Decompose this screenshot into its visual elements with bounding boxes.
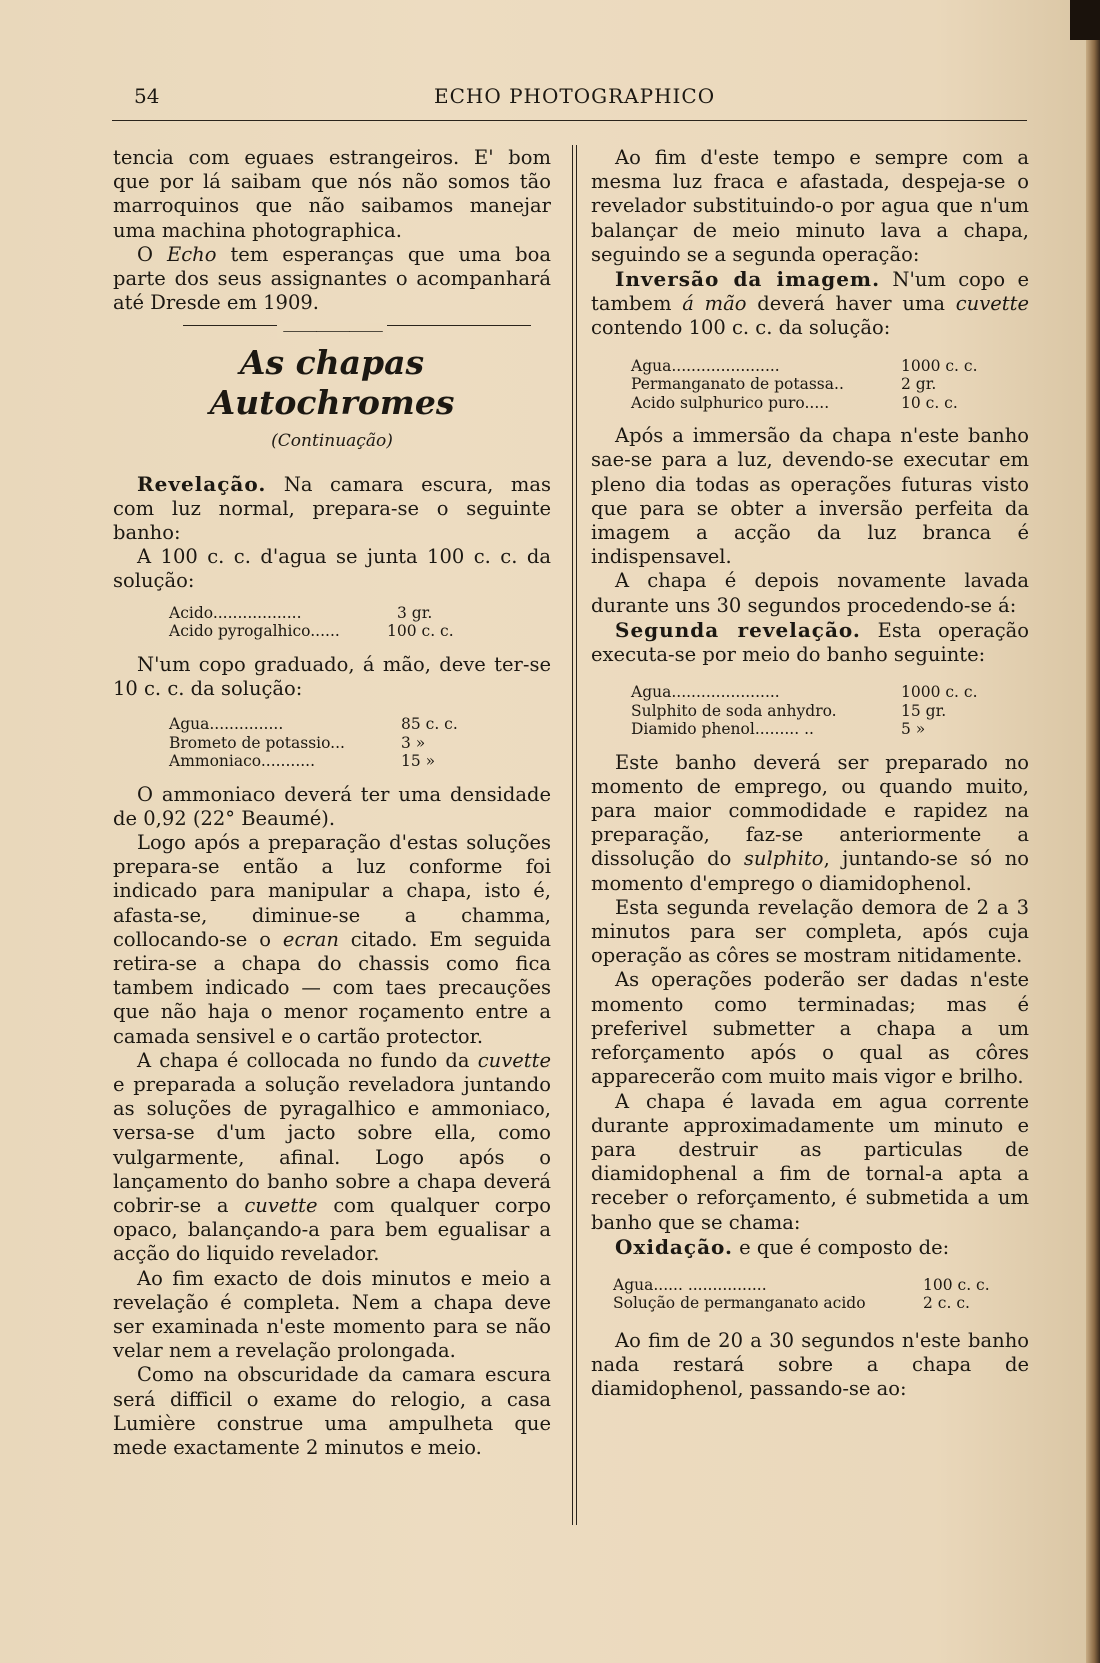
- formula-row: [631, 702, 1001, 721]
- quantity: 100 c. c.: [387, 622, 454, 641]
- article-subtitle: (Continuação): [271, 431, 393, 452]
- quantity: 2 gr.: [901, 375, 937, 394]
- italic-text: á mão: [682, 292, 747, 316]
- leader-dots: ......................: [671, 683, 780, 702]
- quantity: 1000 c. c.: [901, 356, 978, 375]
- leader-dots: ......: [310, 622, 340, 641]
- quantity: 3 gr.: [397, 603, 433, 622]
- ingredient: Acido: [169, 603, 213, 622]
- text: tem esperanças que uma boa parte dos seus assignantes o acompanhará até Dresde em 1909.: [113, 242, 551, 315]
- paragraph: [591, 751, 1029, 896]
- ingredient: Acido sulphurico puro: [631, 393, 805, 412]
- leader-dots: ..: [834, 375, 844, 394]
- text: deverá haver uma: [746, 292, 956, 316]
- ornament-divider: [113, 317, 551, 340]
- section-heading: Segunda revelação.: [615, 617, 861, 642]
- text: , juntando-se só no momento d'emprego o diamidophenol.: [591, 847, 1029, 895]
- formula-row: [631, 394, 1001, 413]
- paragraph: [113, 243, 551, 316]
- text: O: [137, 242, 167, 266]
- text: N'um copo e tambem: [591, 268, 1029, 316]
- section-heading: Oxidação.: [615, 1234, 733, 1259]
- paragraph: tencia com eguaes estrangeiros. E' bom que por lá saibam que nós não somos tão marroquinos que não saibamos manejar uma machina photographica.: [113, 146, 551, 242]
- paragraph: [113, 1049, 551, 1267]
- ingredient: Agua: [169, 715, 210, 734]
- quantity: 100 c. c.: [923, 1275, 990, 1294]
- italic-text: sulphito: [743, 847, 824, 871]
- paragraph: A chapa é lavada em agua corrente durante approximadamente um minuto e para destruir as particulas de diamidophenal a fim de tornal-a apta a receber o reforçamento, é submetida a um banho que se chama:: [591, 1089, 1029, 1234]
- quantity: 3 »: [401, 733, 426, 752]
- paragraph: [113, 472, 551, 546]
- leader-dots: .....: [804, 393, 830, 412]
- paragraph: Como na obscuridade da camara escura será difficil o exame do relogio, a casa Lumière construe uma ampulheta que mede exactamente 2 minutos e meio.: [113, 1363, 551, 1460]
- paragraph: O ammoniaco deverá ter uma densidade de 0,92 (22° Beaumé).: [113, 782, 551, 830]
- page-number: 54: [134, 84, 160, 108]
- paragraph: Ao fim d'este tempo e sempre com a mesma luz fraca e afastada, despeja-se o revelador substituindo-o por agua que n'um balançar de meio minuto lava a chapa, seguindo se a segunda operação:: [591, 146, 1029, 266]
- formula-row: [631, 375, 1001, 394]
- paragraph: Esta segunda revelação demora de 2 a 3 minutos para ser completa, após cuja operação as côres se mostram nitidamente.: [591, 895, 1029, 968]
- ingredient: Brometo de potassio: [169, 733, 331, 752]
- section-heading: Revelação.: [137, 471, 267, 496]
- ingredient: Agua: [631, 683, 672, 702]
- formula-row: [169, 752, 479, 771]
- section-heading: Inversão da imagem.: [615, 267, 881, 292]
- leader-dots: ...........: [260, 752, 316, 771]
- journal-title: ECHO PHOTOGRAPHICO: [434, 84, 716, 108]
- paragraph: [591, 618, 1029, 667]
- italic-text: ecran: [282, 927, 339, 951]
- text: A chapa é collocada no fundo da: [137, 1048, 478, 1072]
- paragraph: [591, 1235, 1029, 1260]
- ingredient: Ammoniaco: [169, 752, 261, 771]
- leader-dots: ..................: [212, 603, 302, 622]
- quantity: 15 gr.: [901, 701, 947, 720]
- ingredient: Diamido phenol: [631, 720, 755, 739]
- paragraph: Após a immersão da chapa n'este banho sae-se para a luz, devendo-se executar em pleno dia todas as operações futuras visto que para se obter a inversão perfeita da imagem a acção da luz branca é indispensavel.: [591, 424, 1029, 569]
- quantity: 2 c. c.: [923, 1294, 970, 1313]
- column-rule-inner: [576, 145, 577, 1525]
- page-edge: [1086, 0, 1100, 1663]
- paragraph: Ao fim de 20 a 30 segundos n'este banho nada restará sobre a chapa de diamidophenol, passando-se ao:: [591, 1328, 1029, 1401]
- leader-dots: ......... ..: [754, 720, 814, 739]
- right-column: [591, 146, 1029, 1402]
- ingredient: Agua: [613, 1275, 654, 1294]
- formula-table-2: [169, 715, 479, 771]
- left-column: [113, 146, 551, 1460]
- ingredient: Permanganato de potassa: [631, 375, 835, 394]
- formula-row: [169, 622, 469, 641]
- text: citado. Em seguida retira-se a chapa do chassis como fica tambem indicado — com taes precauções que não haja o menor roçamento entre a camada sensivel e o cartão protector.: [113, 927, 551, 1048]
- leader-dots: ...............: [209, 715, 284, 734]
- formula-row: [169, 604, 469, 623]
- text: com qualquer corpo opaco, balançando-a para bem egualisar a acção do liquido revelador.: [113, 1194, 552, 1266]
- italic-text: Echo: [166, 242, 217, 266]
- quantity: 15 »: [401, 752, 436, 771]
- quantity: 10 c. c.: [901, 393, 958, 412]
- text: e que é composto de:: [732, 1235, 950, 1259]
- text: contendo 100 c. c. da solução:: [591, 316, 891, 340]
- formula-row: [169, 734, 479, 753]
- text: Logo após a preparação d'estas soluções prepara-se então a luz conforme foi indicado para manipular a chapa, isto é, afasta-se, diminue-se a chamma, collocando-se o: [113, 830, 551, 951]
- formula-row: [613, 1276, 1003, 1295]
- page-edge-corner: [1070, 0, 1100, 40]
- formula-row: [631, 720, 1001, 739]
- running-header: [110, 84, 1100, 108]
- formula-row: [613, 1294, 1003, 1313]
- formula-table-1: [169, 604, 469, 641]
- formula-table-4: [631, 683, 1001, 739]
- header-rule: [112, 120, 1027, 121]
- paragraph: A 100 c. c. d'agua se junta 100 c. c. da solução:: [113, 545, 551, 593]
- paragraph: A chapa é depois novamente lavada durante uns 30 segundos procedendo-se á:: [591, 569, 1029, 617]
- paragraph: [113, 831, 551, 1049]
- quantity: 85 c. c.: [401, 715, 458, 734]
- ornament-glyph: ⸻⸻⸻: [277, 323, 388, 339]
- article-title: As chapas Autochromes: [209, 343, 455, 423]
- ingredient: Sulphito de soda anhydro: [631, 701, 832, 720]
- formula-table-5: [613, 1276, 1003, 1313]
- paragraph: N'um copo graduado, á mão, deve ter-se 10 c. c. da solução:: [113, 652, 551, 700]
- leader-dots: ...: [330, 733, 345, 752]
- italic-text: cuvette: [244, 1194, 318, 1217]
- quantity: 5 »: [901, 720, 926, 739]
- italic-text: cuvette: [477, 1048, 551, 1072]
- paragraph: Ao fim exacto de dois minutos e meio a revelação é completa. Nem a chapa deve ser examinada n'este momento para se não velar nem a revelação prolongada.: [113, 1266, 551, 1363]
- formula-row: [169, 715, 479, 734]
- text: Esta operação executa-se por meio do banho seguinte:: [591, 618, 1029, 666]
- italic-text: cuvette: [955, 292, 1030, 316]
- text: Na camara escura, mas com luz normal, prepara-se o seguinte banho:: [113, 472, 551, 545]
- leader-dots: .: [831, 701, 837, 720]
- ingredient: Solução de permanganato acido: [613, 1294, 866, 1313]
- paragraph: [591, 267, 1029, 341]
- leader-dots: ......................: [671, 356, 780, 375]
- paragraph: As operações poderão ser dadas n'este momento como terminadas; mas é preferivel submetter a chapa a um reforçamento após o qual as côres apparecerão com muito mais vigor e brilho.: [591, 968, 1029, 1089]
- formula-row: [631, 357, 1001, 376]
- ingredient: Agua: [631, 356, 672, 375]
- text: e preparada a solução reveladora juntando as soluções de pyragalhico e ammoniaco, versa-se d'um jacto sobre ella, como vulgarmente, afinal. Logo após o lançamento do banho sobre a chapa deverá cobrir-se a: [113, 1072, 551, 1217]
- leader-dots: ...... ................: [653, 1275, 767, 1294]
- formula-table-3: [631, 357, 1001, 413]
- formula-row: [631, 683, 1001, 702]
- ingredient: Acido pyrogalhico: [169, 622, 311, 641]
- quantity: 1000 c. c.: [901, 683, 978, 702]
- text: Este banho deverá ser preparado no momento de emprego, ou quando muito, para maior commodidade e rapidez na preparação, faz-se anteriormente a dissolução do: [591, 750, 1029, 871]
- column-rule: [572, 145, 573, 1525]
